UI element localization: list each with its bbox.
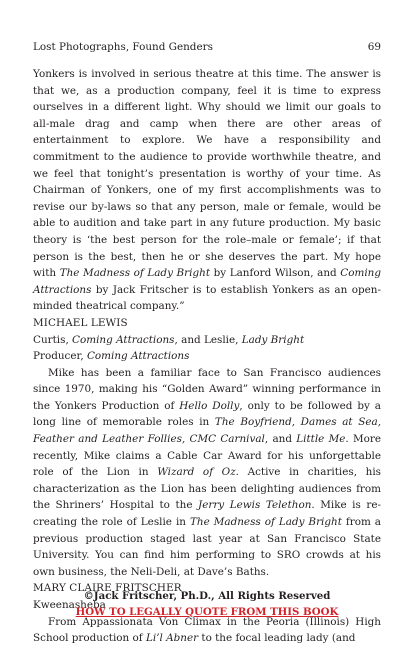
italic-title-run: Lady Bright — [241, 333, 305, 346]
italic-title-run: Coming Attractions — [33, 267, 382, 296]
text-run: . Active in charities, his characterization as the Lion has been delighting audiences from the Shriners’ Hospital to the — [33, 466, 382, 512]
body-text — [33, 66, 381, 647]
italic-title-run: Coming Attractions — [86, 350, 190, 363]
text-run: to the focal leading lady (and — [198, 632, 356, 645]
text-run: by Lanford Wilson, and — [210, 267, 341, 280]
text-run: Yonkers is involved in serious theatre at this time. The answer is that we, as a production company, feel it is time to express ourselves in a different light. Why should we limit our goals to all-male drag and camp when there are other areas of entertainment to explore. We have a responsibility and commitment to the audience to provide worthwhile theatre, and we feel that tonight’s presentation is worthy of your time. As Chairman of Yonkers, one of my first accomplishments was to revise our by-laws so that any person, male or female, would be able to audition and take part in any future production. My basic theory is ‘the best person for the role–male or female’; if that person is the best, then he or she deserves the part. My hope with — [33, 68, 381, 280]
italic-title-run: Hello Dolly — [179, 399, 240, 412]
running-header — [33, 39, 381, 55]
cast-name-lewis: MICHAEL LEWIS — [33, 316, 128, 329]
running-title: Lost Photographs, Found Genders — [33, 41, 213, 53]
text-run: , only to be followed by a long line of memorable roles in — [33, 399, 381, 429]
text-run: . Mike is re-creating the role of Leslie in — [33, 499, 382, 529]
text-run: Mike has been a familiar face to San Francisco audiences since 1970, making his “Golden Award” winning performance in the Yonkers Production of — [33, 366, 381, 412]
text-run: , and — [264, 433, 297, 446]
italic-title-run: The Madness of Lady Bright — [189, 516, 342, 529]
italic-title-run: Little Me — [296, 433, 346, 446]
cast-role-lewis — [33, 332, 381, 349]
bio-paragraph-lewis — [33, 365, 381, 581]
italic-title-run: Li’l Abner — [145, 632, 199, 645]
text-run: from a previous production staged last year at San Francisco State University. You can find him performing to SRO crowds at his own business, the Neli-Deli, at Dave’s Baths. — [33, 516, 382, 578]
text-run: Producer, — [33, 350, 87, 363]
bio-paragraph-fritscher — [33, 614, 381, 647]
cast-name-fritscher: MARY CLAIRE FRITSCHER — [33, 582, 182, 595]
page-number: 69 — [367, 41, 381, 53]
copyright-notice: ©Jack Fritscher, Ph.D., All Rights Reserved — [83, 590, 331, 602]
text-run: . More recently, Mike claims a Cable Car Award for his unforgettable role of the Lion in — [33, 433, 381, 479]
cast-role-fritscher: Kweenasheba — [33, 599, 106, 611]
text-run: by Jack Fritscher is to establish Yonkers as an open-minded theatrical company.” — [33, 283, 381, 313]
quote-paragraph — [33, 66, 381, 315]
text-run: Curtis, — [33, 333, 73, 346]
text-run: , and Leslie, — [174, 333, 242, 346]
italic-title-run: Wizard of Oz — [157, 466, 236, 479]
italic-title-run: Jerry Lewis Telethon — [198, 499, 312, 512]
italic-title-run: The Boyfriend, Dames at Sea, Feather and Leather Follies, CMC Carnival — [33, 416, 381, 446]
cast-producer-lewis — [33, 348, 381, 365]
italic-title-run: Coming Attractions — [72, 333, 175, 346]
quote-policy-link[interactable]: HOW TO LEGALLY QUOTE FROM THIS BOOK — [75, 606, 339, 618]
italic-title-run: The Madness of Lady Bright — [59, 267, 210, 280]
text-run: From Appassionata Von Climax in the Peoria (Illinois) High School production of — [33, 615, 381, 645]
